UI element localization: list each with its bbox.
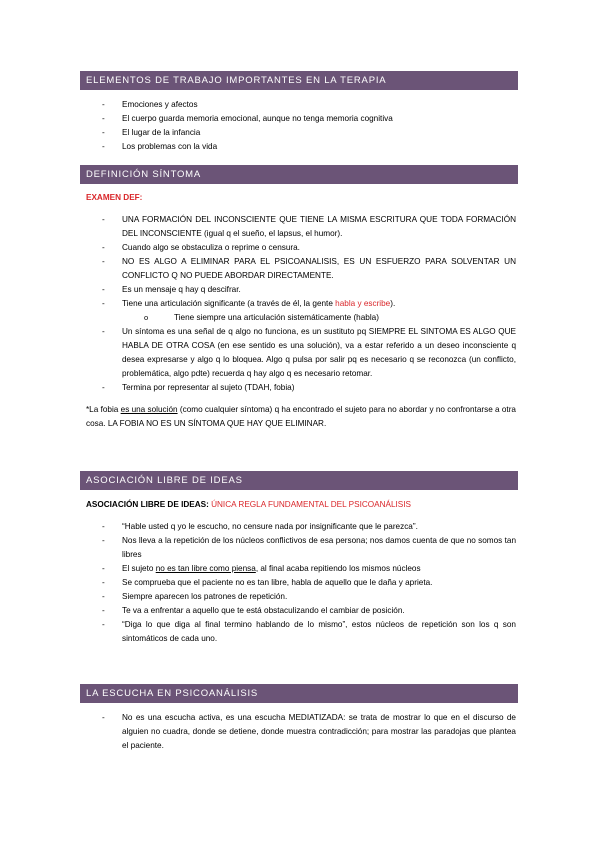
- note-underlined: es una solución: [120, 405, 178, 414]
- note-text: (como cualquier síntoma) q ha encontrado el sujeto para no abordar y no confrontarse a otra cosa. LA FOBIA NO ES UN SÍNTOMA QUE HAY QUE ELIMINAR.: [86, 405, 516, 428]
- section-body-asociacion-libre: [86, 498, 516, 646]
- item-text: ).: [390, 299, 396, 308]
- list-item: - Es un mensaje q hay q descifrar.: [86, 283, 516, 297]
- item-text: , al final acaba repitiendo los mismos núcleos: [255, 564, 421, 573]
- item-text: Tiene una articulación significante (a través de él, la gente: [122, 299, 336, 308]
- sintoma-list: [86, 213, 516, 395]
- section-body-elementos: [86, 98, 516, 154]
- list-item: [86, 297, 516, 325]
- list-item: - Cuando algo se obstaculiza o reprime o censura.: [86, 241, 516, 255]
- list-item: - El lugar de la infancia: [86, 126, 516, 140]
- list-item: - Siempre aparecen los patrones de repetición.: [86, 590, 516, 604]
- section-header-elementos: ELEMENTOS DE TRABAJO IMPORTANTES EN LA TERAPIA: [80, 71, 518, 90]
- list-item: - NO ES ALGO A ELIMINAR PARA EL PSICOANALISIS, ES UN ESFUERZO PARA SOLVENTAR UN CONFLICTO Q NO PUEDE ABORDAR DIRECTAMENTE.: [86, 255, 516, 283]
- section-header-escucha: LA ESCUCHA EN PSICOANÁLISIS: [80, 684, 518, 703]
- asociacion-list: [86, 520, 516, 646]
- asociacion-lead: [86, 498, 516, 512]
- section-body-escucha: [86, 711, 516, 753]
- list-item: - “Diga lo que diga al final termino hablando de lo mismo”, estos núcleos de repetición son los q son sintomáticos de cada uno.: [86, 618, 516, 646]
- fobia-note: [86, 403, 516, 431]
- underlined-text: no es tan libre como piensa: [155, 564, 256, 573]
- list-item: - Los problemas con la vida: [86, 140, 516, 154]
- list-item: [86, 562, 516, 576]
- exam-label: EXAMEN DEF:: [86, 193, 143, 202]
- escucha-list: [86, 711, 516, 753]
- list-item: - Termina por representar al sujeto (TDAH, fobia): [86, 381, 516, 395]
- list-item: - UNA FORMACIÓN DEL INCONSCIENTE QUE TIENE LA MISMA ESCRITURA QUE TODA FORMACIÓN DEL INCONSCIENTE (igual q el sueño, el lapsus, el humor).: [86, 213, 516, 241]
- lead-bold: ASOCIACIÓN LIBRE DE IDEAS:: [86, 500, 212, 509]
- list-item: - Emociones y afectos: [86, 98, 516, 112]
- item-text: El sujeto: [122, 564, 156, 573]
- sub-list-item: o Tiene siempre una articulación sistemáticamente (habla): [86, 311, 516, 325]
- sub-list: [122, 311, 516, 325]
- list-item: - El cuerpo guarda memoria emocional, aunque no tenga memoria cognitiva: [86, 112, 516, 126]
- lead-red: ÚNICA REGLA FUNDAMENTAL DEL PSICOANÁLISIS: [211, 500, 411, 509]
- list-item: - Se comprueba que el paciente no es tan libre, habla de aquello que le daña y aprieta.: [86, 576, 516, 590]
- list-item: - Un síntoma es una señal de q algo no funciona, es un sustituto pq SIEMPRE EL SINTOMA ES ALGO QUE HABLA DE OTRA COSA (en ese sentido es una solución), va a estar referido a un deseo inconsciente q desea expresarse y algo q lo bloquea. Algo q pulsa por salir pq es necesario q se reconozca (un conflicto, problemática, algo pdte) recuerda q hay algo q es necesario retomar.: [86, 325, 516, 381]
- highlight-text: habla y escribe: [335, 299, 391, 308]
- list-item: - Nos lleva a la repetición de los núcleos conflictivos de esa persona; nos damos cuenta de que no somos tan libres: [86, 534, 516, 562]
- elementos-list: [86, 98, 516, 154]
- list-item: - No es una escucha activa, es una escucha MEDIATIZADA: se trata de mostrar lo que en el discurso de alguien no cuadra, donde se detiene, donde muestra contradicción; para mostrar las paradojas que plantea el paciente.: [86, 711, 516, 753]
- section-body-definicion-sintoma: [86, 191, 516, 431]
- list-item: - Te va a enfrentar a aquello que te está obstaculizando el cambiar de posición.: [86, 604, 516, 618]
- list-item: - “Hable usted q yo le escucho, no censure nada por insignificante que le parezca”.: [86, 520, 516, 534]
- note-text: *La fobia: [86, 405, 121, 414]
- section-header-definicion-sintoma: DEFINICIÓN SÍNTOMA: [80, 165, 518, 184]
- section-header-asociacion-libre: ASOCIACIÓN LIBRE DE IDEAS: [80, 471, 518, 490]
